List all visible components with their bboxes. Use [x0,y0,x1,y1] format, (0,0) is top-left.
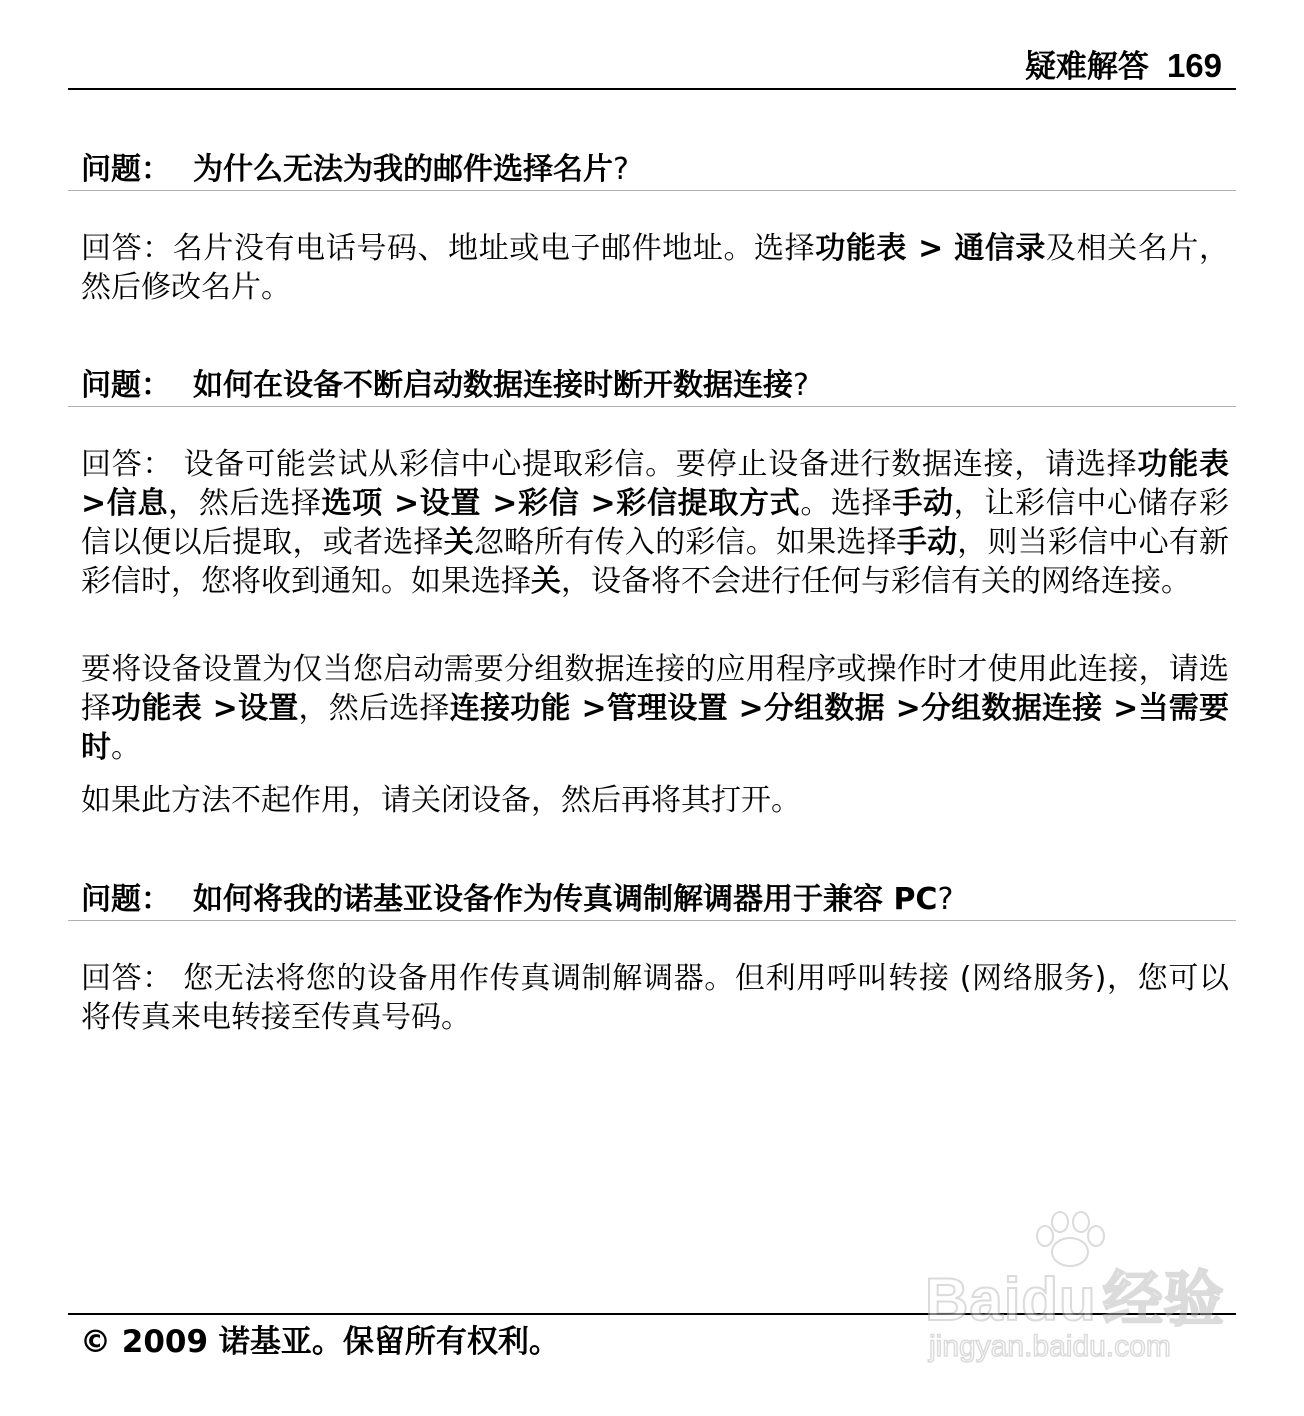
answer-text: ，设备将不会进行任何与彩信有关的网络连接。 [561,564,1191,599]
question-text: 如何在设备不断启动数据连接时断开数据连接 [193,368,793,403]
menu-path-separator: > [579,486,616,521]
menu-path-item: 功能表 [1137,447,1229,482]
question-label: 问题： [81,152,171,187]
header-text [1025,46,1222,87]
menu-path-separator: > [201,691,238,726]
menu-path-item: 管理设置 [606,691,728,726]
question-mark: ? [613,152,629,187]
menu-path-separator: > [727,691,764,726]
menu-path-item: 彩信提取方式 [615,486,801,521]
menu-path-item: 选项 [321,486,383,521]
answer-1 [81,229,1229,307]
menu-path-item: 分组数据 [763,691,885,726]
answer-text: ，然后选择 [298,691,450,726]
menu-path-separator: > [382,486,420,521]
menu-path-item: 功能表 [815,231,908,266]
page-header [68,46,1236,90]
menu-path-separator: > [884,691,921,726]
menu-path-item: 通信录 [954,231,1047,266]
question-mark: ? [937,882,954,917]
option-name: 手动 [896,525,958,560]
option-name: 关 [531,564,561,599]
watermark-brand: Baidu 经验 [925,1266,1225,1333]
question-text: 如何将我的诺基亚设备作为传真调制解调器用于兼容 PC [193,882,938,917]
question-line [81,880,953,920]
menu-path-item: 设置 [419,486,482,521]
answer-2-paragraph-2 [81,650,1229,767]
page-number: 169 [1166,47,1222,84]
menu-path-separator: > [481,486,518,521]
answer-text: 。选择 [800,486,893,521]
question-mark: ? [793,368,809,403]
answer-text: ，让彩信中心储存彩信以便以后提取，或者选择 [81,486,1230,560]
answer-text: 回答：名片没有电话号码、地址或电子邮件地址。选择 [81,231,816,266]
answer-text: 忽略所有传入的彩信。如果选择 [473,525,897,560]
question-2 [68,366,1236,407]
menu-path-separator: > [81,486,107,521]
question-line [81,366,809,406]
question-label: 问题： [81,882,171,917]
menu-path-item: 功能表 [111,691,202,726]
answer-text: 。 [111,730,141,765]
answer-text: ，则当彩信中心有新彩信时，您将收到通知。如果选择 [81,525,1230,599]
menu-path-item: 连接功能 [449,691,571,726]
menu-path-item: 当需要时 [81,691,1229,765]
question-3 [68,880,1236,921]
copyright-notice: © 2009 诺基亚。保留所有权利。 [80,1324,560,1360]
answer-3: 回答： 您无法将您的设备用作传真调制解调器。但利用呼叫转接 (网络服务)，您可以将传真来电转接至传真号码。 [81,961,1229,1035]
menu-path-item: 信息 [106,486,169,521]
menu-path-item: 彩信 [517,486,580,521]
watermark-site: jingyan.baidu.com [929,1330,1171,1363]
answer-2-paragraph-1 [81,445,1229,601]
question-text: 为什么无法为我的邮件选择名片 [193,152,613,187]
option-name: 手动 [892,486,954,521]
answer-text: ，然后选择 [168,486,322,521]
section-title: 疑难解答 [1024,49,1149,85]
question-1 [68,150,1236,191]
menu-path-item: 分组数据连接 [920,691,1103,726]
menu-path-item: 设置 [237,691,299,726]
question-label: 问题： [81,368,171,403]
answer-text: 要将设备设置为仅当您启动需要分组数据连接的应用程序或操作时才使用此连接，请选择 [81,652,1229,726]
answer-text: 及相关名片，然后修改名片。 [81,231,1229,305]
menu-path-separator: > [570,691,607,726]
baidu-jingyan-watermark [925,1210,1225,1370]
menu-path-separator: > [1102,691,1139,726]
menu-path-separator: > [907,231,955,266]
question-line [81,150,629,190]
answer-2-paragraph-3: 如果此方法不起作用，请关闭设备，然后再将其打开。 [81,783,801,818]
answer-text: 回答： 设备可能尝试从彩信中心提取彩信。要停止设备进行数据连接，请选择 [81,447,1138,482]
option-name: 关 [443,525,474,560]
